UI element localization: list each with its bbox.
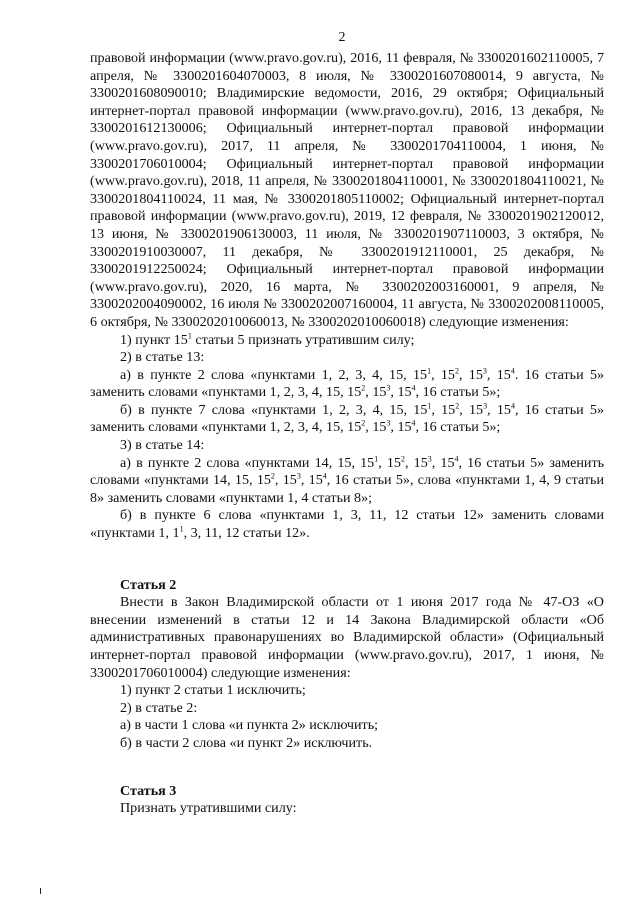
superscript: 2 <box>361 418 366 428</box>
superscript: 4 <box>322 471 327 481</box>
article1-item2: 2) в статье 13: <box>120 349 205 366</box>
article3-text: Признать утратившими силу: <box>120 800 297 817</box>
text-fragment: а) в пункте 2 слова «пунктами 1, 2, 3, 4, 15, 15 <box>120 366 428 383</box>
article1-item2b <box>90 402 604 437</box>
article1-item1 <box>90 332 604 350</box>
superscript: 2 <box>270 471 275 481</box>
text-fragment: , 15 <box>486 366 511 383</box>
superscript: 1 <box>427 401 432 411</box>
spacer <box>90 543 604 577</box>
superscript: 2 <box>455 401 460 411</box>
text-fragment: , 15 <box>378 454 401 471</box>
superscript: 3 <box>296 471 301 481</box>
spacer <box>90 753 604 783</box>
text-fragment: , 16 статьи 5» заменить словами «пунктами 14, 15, 15 <box>90 454 605 489</box>
text-fragment: , 15 <box>404 454 428 471</box>
superscript: 4 <box>510 366 515 375</box>
superscript: 4 <box>454 453 459 463</box>
text-fragment: , 15 <box>487 401 511 418</box>
article2-heading: Статья 2 <box>120 576 177 593</box>
article1-item3b <box>90 507 604 542</box>
text-fragment: , 15 <box>431 454 455 471</box>
superscript: 1 <box>187 330 192 340</box>
intro-paragraph: правовой информации (www.pravo.gov.ru), 2016, 11 февраля, № 3300201602110005, 7 апреля, № 3300201604070003, 8 июля, № 3300201607080014, 9 августа, № 3300201608090010; Владимирские ведомости, 2016, 29 октября; Официальный интернет-портал правовой информации (www.pravo.gov.ru), 2016, 13 декабря, № 3300201612130006; Официальный интернет-портал правовой информации (www.pravo.gov.ru), 2017, 11 апреля, № 3300201704110004, 1 июня, № 3300201706010004; Официальный интернет-портал правовой информации (www.pravo.gov.ru), 2018, 11 апреля, № 3300201804110001, № 3300201804110021, № 3300201804110024, 11 мая, № 3300201805110002; Официальный интернет-портал правовой информации (www.pravo.gov.ru), 2019, 12 февраля, № 3300201902120012, 13 июня, № 3300201906130003, 11 июля, № 3300201907110003, 3 октября, № 3300201910030007, 11 декабря, № 3300201912110001, 25 декабря, № 3300201912250024; Официальный интернет-портал правовой информации (www.pravo.gov.ru), 2020, 16 марта, № 3300202003160001, 9 апреля, № 3300202004090002, 16 июля № 3300202007160004, 11 августа, № 3300202008110005, 6 октября, № 3300202010060013, № 3300202010060018) следующие изменения: <box>90 50 604 330</box>
superscript: 1 <box>179 524 184 534</box>
text-fragment: , 15 <box>431 401 456 418</box>
text-fragment: , 15 <box>365 384 387 401</box>
superscript: 1 <box>374 453 379 463</box>
text-fragment: б) в пункте 7 слова «пунктами 1, 2, 3, 4, 15, 15 <box>120 401 428 418</box>
text-fragment: а) в пункте 2 слова «пунктами 14, 15, 15 <box>120 454 375 471</box>
text-fragment: , 15 <box>300 472 323 489</box>
text-fragment: статьи 5 признать утратившим силу; <box>191 331 415 348</box>
text-fragment: , 16 статьи 5»; <box>415 419 501 436</box>
text-fragment: б) в пункте 6 слова «пунктами 1, 3, 11, 12 статьи 12» заменить словами «пунктами 1, 1 <box>90 507 604 542</box>
superscript: 4 <box>510 401 515 411</box>
text-fragment: , 15 <box>459 401 484 418</box>
superscript: 4 <box>411 383 416 393</box>
text-fragment: , 16 статьи 5»; <box>415 384 501 401</box>
text-fragment: , 15 <box>458 366 483 383</box>
article1-item3a <box>90 455 604 508</box>
article2-item2: 2) в статье 2: <box>120 699 198 716</box>
text-fragment: . 16 статьи 5» заменить словами «пунктами 1, 2, 3, 4, 15, 15 <box>90 366 605 401</box>
superscript: 1 <box>427 366 432 375</box>
text-fragment: 1) пункт 15 <box>120 331 188 348</box>
article1-item2a <box>90 367 604 402</box>
text-fragment: , 15 <box>274 472 297 489</box>
text-fragment: , 3, 11, 12 статьи 12». <box>183 525 310 542</box>
text-fragment: , 15 <box>365 419 387 436</box>
scan-mark <box>40 888 41 894</box>
superscript: 2 <box>400 453 405 463</box>
text-fragment: , 15 <box>431 366 455 383</box>
text-fragment: , 16 статьи 5» заменить словами «пунктами 1, 2, 3, 4, 15, 15 <box>90 401 604 436</box>
superscript: 2 <box>361 383 366 393</box>
article2-item2a: а) в части 1 слова «и пункта 2» исключить; <box>120 717 379 734</box>
superscript: 3 <box>386 383 391 393</box>
article2-item2b: б) в части 2 слова «и пункт 2» исключить. <box>120 734 373 751</box>
article3-heading: Статья 3 <box>120 782 177 799</box>
article2-item1: 1) пункт 2 статьи 1 исключить; <box>120 682 306 699</box>
text-fragment: , 15 <box>390 419 412 436</box>
superscript: 3 <box>483 401 488 411</box>
superscript: 3 <box>427 453 432 463</box>
page-number: 2 <box>338 30 346 45</box>
text-fragment: , 16 статьи 5», слова «пунктами 1, 4, 9 статьи 8» заменить словами «пунктами 1, 4 статьи 8»; <box>90 472 605 506</box>
text-fragment: , 15 <box>390 384 412 401</box>
superscript: 4 <box>411 418 416 428</box>
superscript: 3 <box>386 418 391 428</box>
article2-text: Внести в Закон Владимирской области от 1 июня 2017 года № 47-ОЗ «О внесении изменений в статьи 12 и 14 Закона Владимирской области «Об административных правонарушениях во Владимирской области» (Официальный интернет-портал правовой информации (www.pravo.gov.ru), 2017, 1 июня, № 3300201706010004) следующие изменения: <box>90 594 604 681</box>
superscript: 3 <box>482 366 487 375</box>
superscript: 2 <box>454 366 459 375</box>
article1-item3: 3) в статье 14: <box>120 437 205 454</box>
